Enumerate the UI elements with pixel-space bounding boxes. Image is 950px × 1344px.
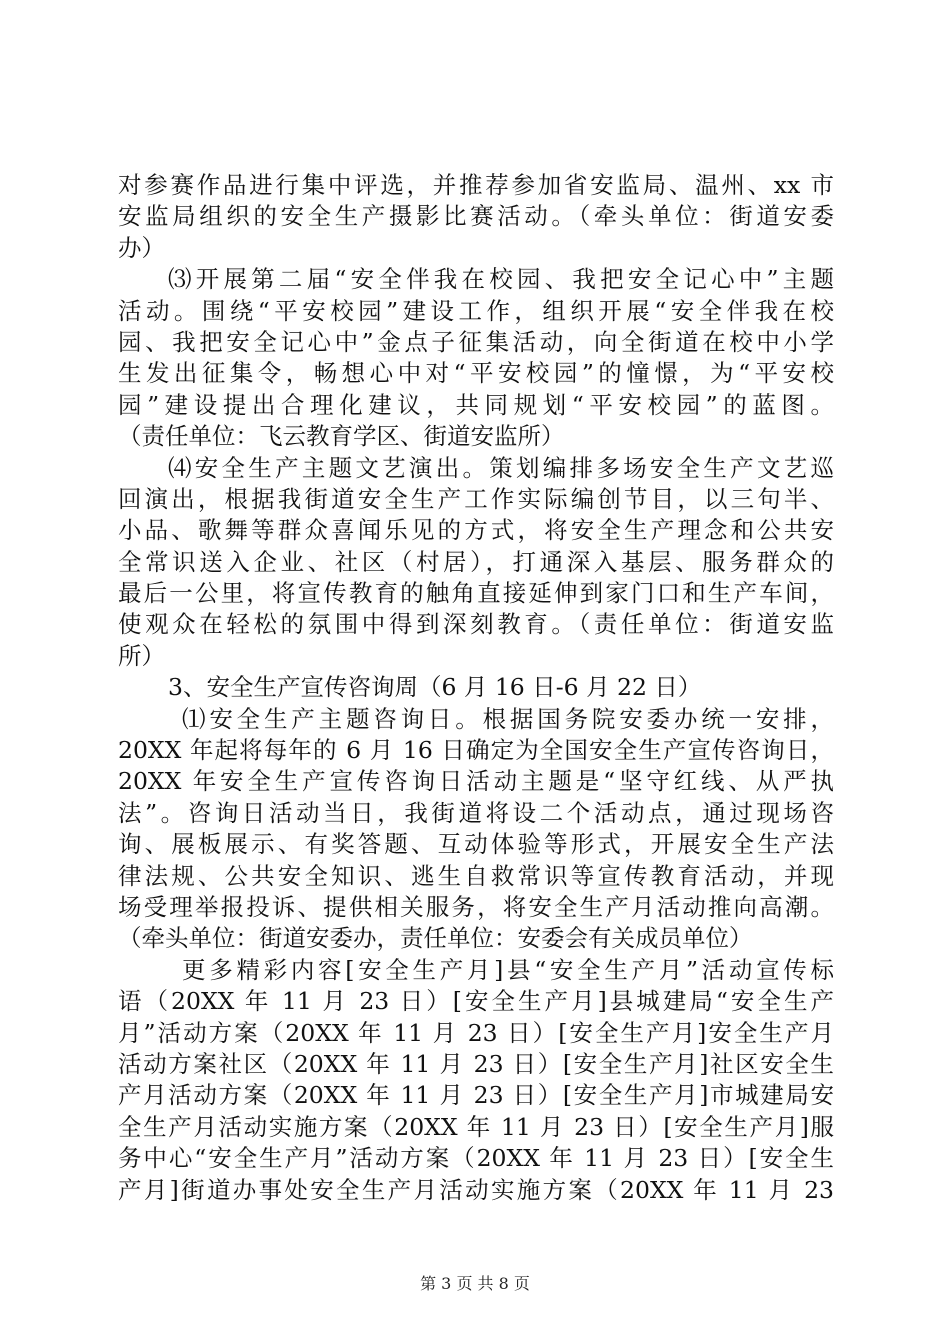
text-line: 月”活动方案（20XX 年 11 月 23 日）[安全生产月]安全生产月 <box>118 1018 834 1047</box>
text-line: 律法规、公共安全知识、逃生自救常识等宣传教育活动，并现 <box>118 861 834 890</box>
text-line: 20XX 年安全生产宣传咨询日活动主题是“坚守红线、从严执 <box>118 767 834 796</box>
text-line: 园”建设提出合理化建议，共同规划“平安校园”的蓝图。 <box>118 390 834 419</box>
text-line: 最后一公里，将宣传教育的触角直接延伸到家门口和生产车间， <box>118 579 834 608</box>
text-line: 使观众在轻松的氛围中得到深刻教育。（责任单位：街道安监 <box>118 610 834 639</box>
paragraph-start-line: 更多精彩内容[安全生产月]县“安全生产月”活动宣传标 <box>182 955 834 984</box>
text-line: 活动方案社区（20XX 年 11 月 23 日）[安全生产月]社区安全生 <box>118 1049 834 1078</box>
text-line: 生发出征集令，畅想心中对“平安校园”的憧憬，为“平安校 <box>118 359 834 388</box>
text-line: 全常识送入企业、社区（村居），打通深入基层、服务群众的 <box>118 547 834 576</box>
text-line: 活动。围绕“平安校园”建设工作，组织开展“安全伴我在校 <box>118 296 834 325</box>
text-line: 务中心“安全生产月”活动方案（20XX 年 11 月 23 日）[安全生 <box>118 1144 834 1173</box>
text-line: 询、展板展示、有奖答题、互动体验等形式，开展安全生产法 <box>118 830 834 859</box>
page-number-footer: 第 3 页 共 8 页 <box>420 1274 530 1293</box>
text-line: 20XX 年起将每年的 6 月 16 日确定为全国安全生产宣传咨询日， <box>118 736 834 765</box>
paragraph-start-line: ⑴安全生产主题咨询日。根据国务院安委办统一安排， <box>182 704 834 733</box>
text-line: 回演出，根据我街道安全生产工作实际编创节目，以三句半、 <box>118 484 834 513</box>
text-line: 全生产月活动实施方案（20XX 年 11 月 23 日）[安全生产月]服 <box>118 1112 834 1141</box>
paragraph-start-line: ⑷安全生产主题文艺演出。策划编排多场安全生产文艺巡 <box>168 453 834 482</box>
text-line: 安监局组织的安全生产摄影比赛活动。（牵头单位：街道安委 <box>118 202 834 231</box>
text-line: 场受理举报投诉、提供相关服务，将安全生产月活动推向高潮。 <box>118 892 834 921</box>
text-line: 产月]街道办事处安全生产月活动实施方案（20XX 年 11 月 23 <box>118 1175 834 1204</box>
text-line: 小品、歌舞等群众喜闻乐见的方式，将安全生产理念和公共安 <box>118 516 834 545</box>
text-line: 语（20XX 年 11 月 23 日）[安全生产月]县城建局“安全生产 <box>118 987 834 1016</box>
text-line: 所） <box>118 641 165 670</box>
text-line: 对参赛作品进行集中评选，并推荐参加省安监局、温州、xx 市 <box>118 171 834 199</box>
text-line: （责任单位：飞云教育学区、街道安监所） <box>118 422 565 451</box>
document-body <box>118 170 834 1206</box>
text-line: 产月活动方案（20XX 年 11 月 23 日）[安全生产月]市城建局安 <box>118 1081 834 1110</box>
section-heading-line: 3、安全生产宣传咨询周（6 月 16 日-6 月 22 日） <box>168 673 702 702</box>
text-line: 园、我把安全记心中”金点子征集活动，向全街道在校中小学 <box>118 327 834 356</box>
text-line: 法”。咨询日活动当日，我街道将设二个活动点，通过现场咨 <box>118 798 834 827</box>
paragraph-start-line: ⑶开展第二届“安全伴我在校园、我把安全记心中”主题 <box>168 265 834 294</box>
text-line: 办） <box>118 233 165 262</box>
text-line: （牵头单位：街道安委办，责任单位：安委会有关成员单位） <box>118 924 753 953</box>
